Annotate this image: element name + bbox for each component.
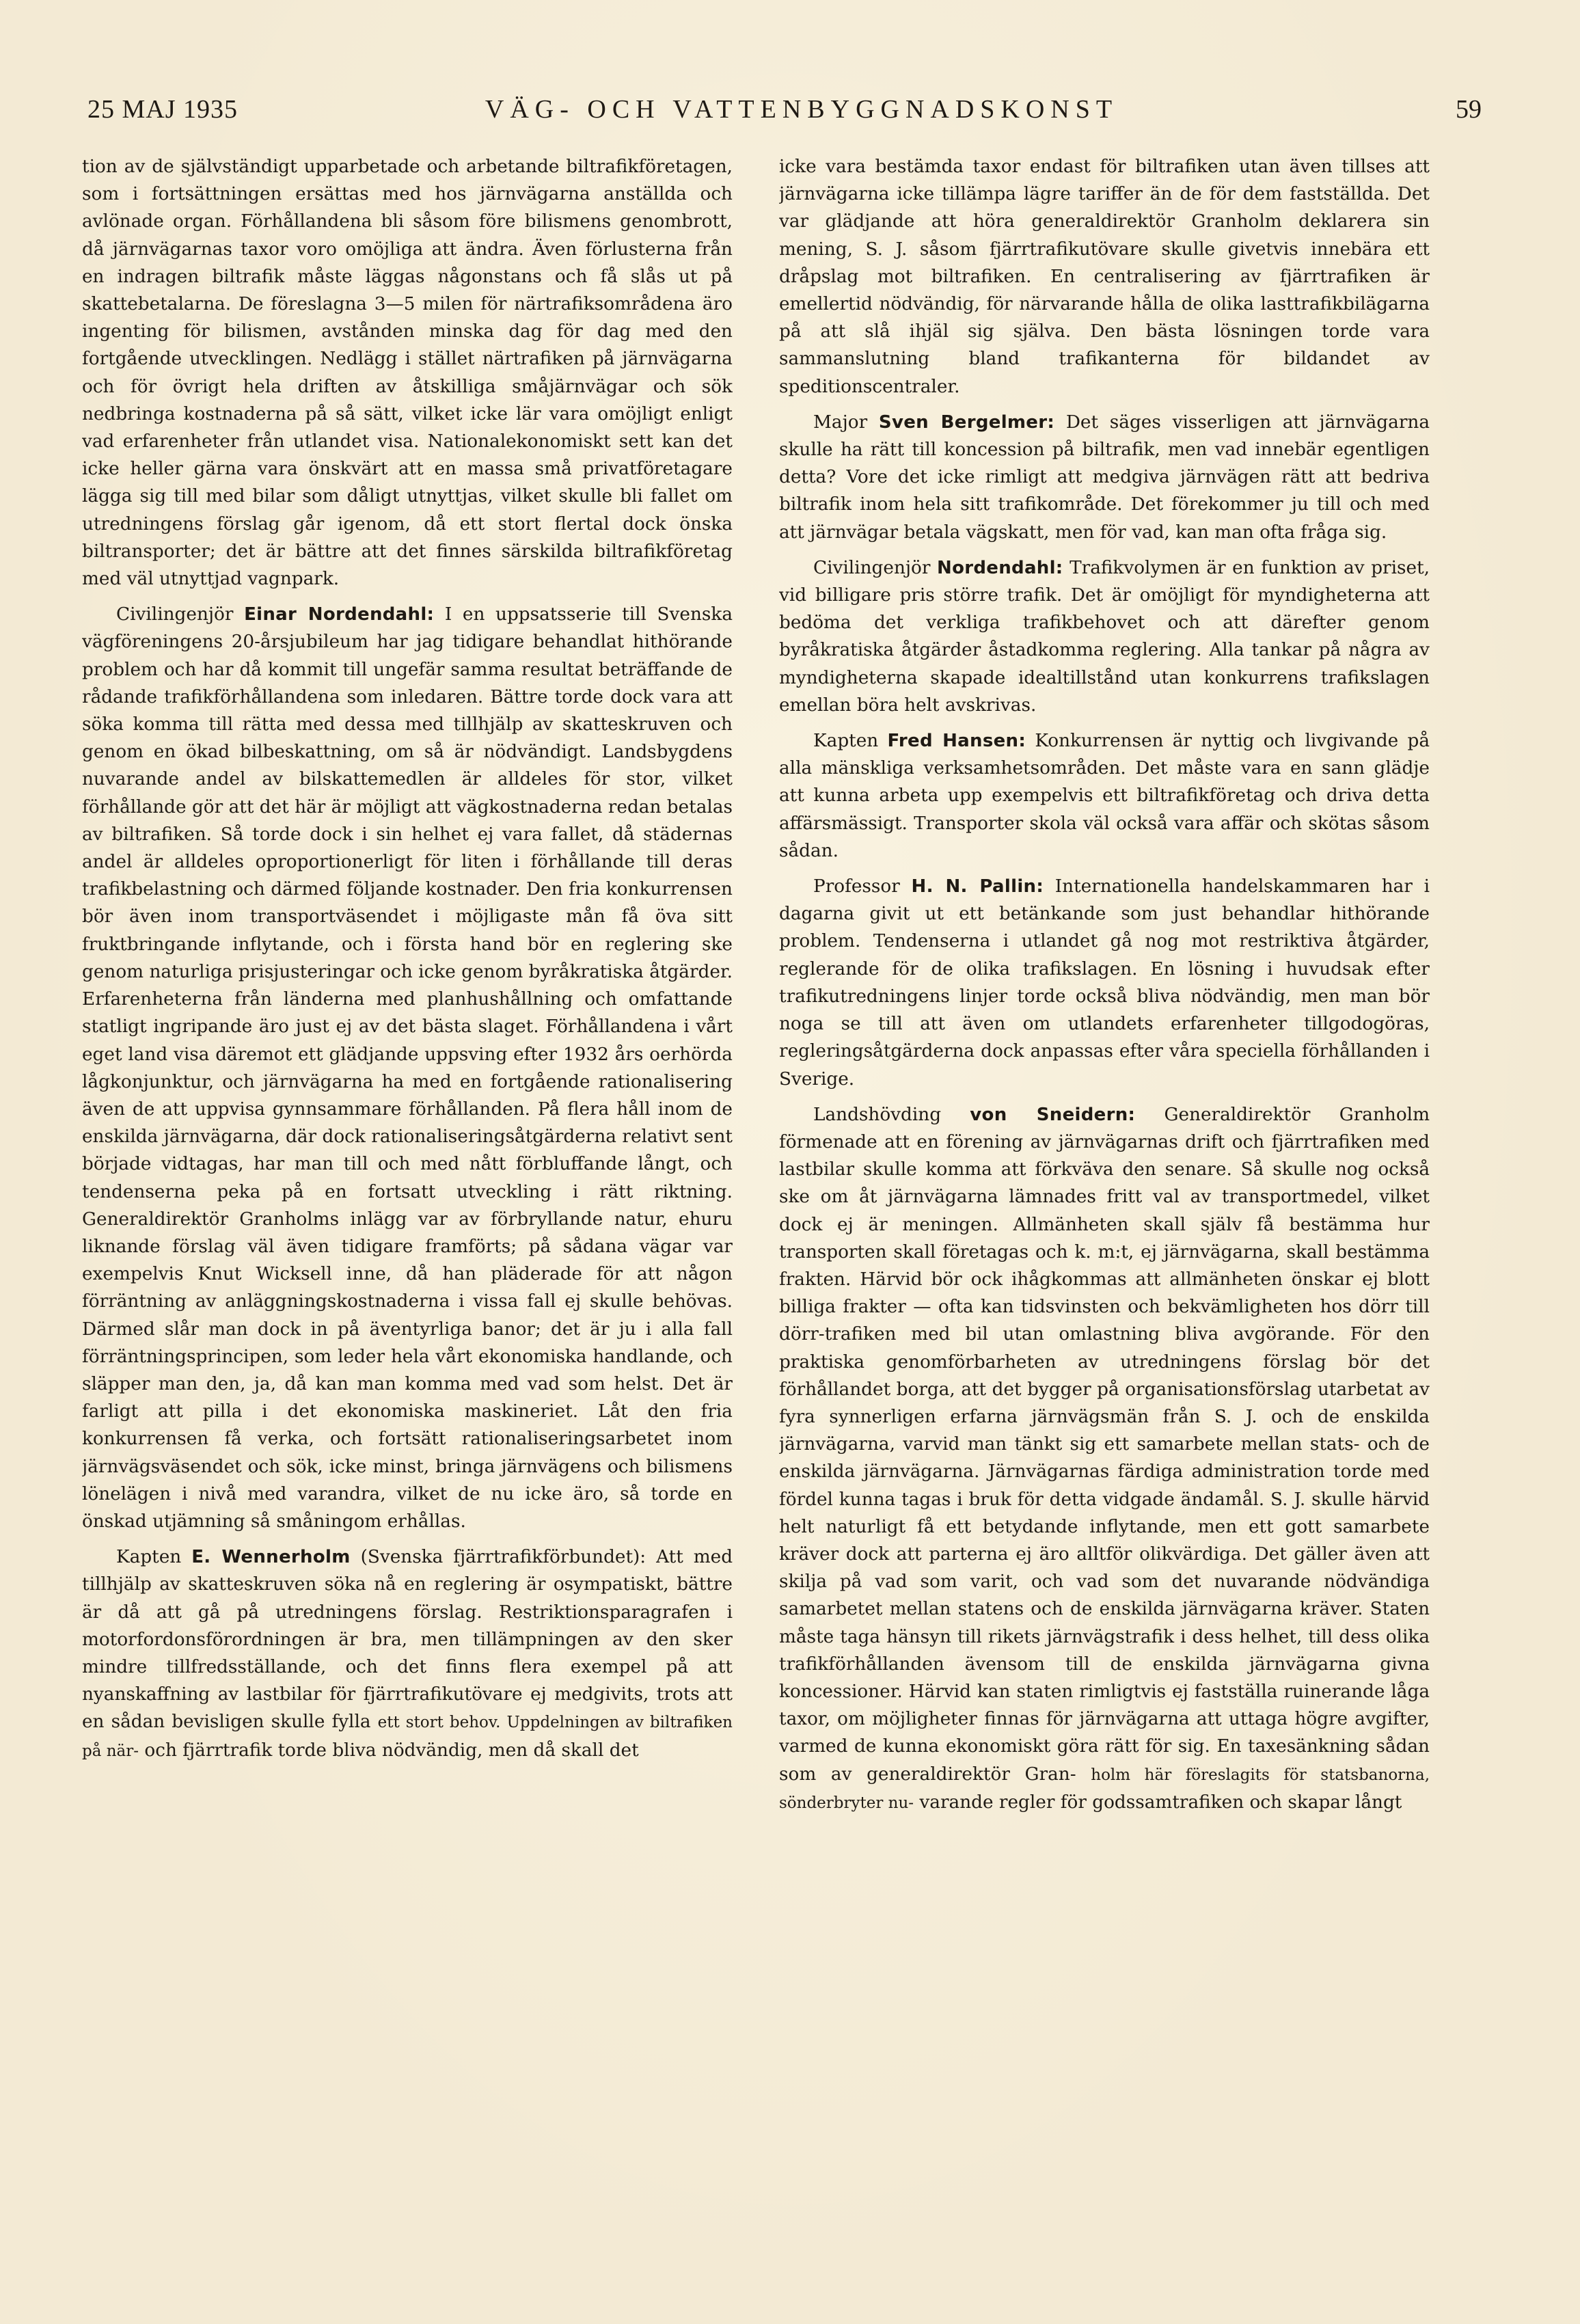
paragraph: [82, 1543, 733, 1765]
speaker-title: Kapten: [813, 731, 879, 752]
speaker-name: Fred Hansen:: [887, 731, 1026, 752]
paragraph-text: icke vara bestämda taxor endast för biltrafiken utan även tillses att järnvägarna icke tillämpa lägre tariffer än de för dem fastställda. Det var glädjande att höra generaldirektör Granholm deklarera sin mening, S. J. såsom fjärrtrafikutövare skulle givetvis innebära ett dråpslag mot biltrafiken. En centralisering av fjärrtrafiken är emellertid nödvändig, för närvarande hålla de olika lasttrafikbilägarna på att slå ihjäl sig själva. Den bästa lösningen torde vara sammanslutning bland trafikanterna för bildandet av speditionscentraler.: [779, 157, 1430, 397]
paragraph: [779, 873, 1430, 1093]
journal-title: VÄG- OCH VATTENBYGGNADSKONST: [485, 95, 1119, 124]
paragraph: [779, 409, 1430, 546]
speaker-name: von Sneidern:: [970, 1104, 1136, 1125]
paragraph-text: I en uppsatsserie till Svenska vägföreningens 20-årsjubileum har jag tidigare behandlat hithörande problem och har då kommit till ungefär samma resultat beträffande de rådande trafikförhållandena som inledaren. Bättre torde dock vara att söka komma till rätta med dessa med tillhjälp av skatteskruven och genom en ökad bilbeskattning, om så är nödvändigt. Landsbygdens nuvarande andel av bilskattemedlen är alldeles för stor, vilket förhållande gör att det här är möjligt att vägkostnaderna redan betalas av biltrafiken. Så torde dock i sin helhet ej vara fallet, då städernas andel är alldeles oproportionerligt för liten i förhållande till deras trafikbelastning och därmed följande kostnader. Den fria konkurrensen bör även inom transportväsendet i möjligaste mån få öva sitt fruktbringande inflytande, och i första hand bör en reglering ske genom naturliga prisjusteringar och icke genom byråkratiska åtgärder. Erfarenheterna från länderna med planhushållning och omfattande statligt ingripande äro just ej av det bästa slaget. Förhållandena i vårt eget land visa däremot ett glädjande uppsving efter 1932 års oerhörda lågkonjunktur, och järnvägarna ha med en fortgående rationalisering även de att uppvisa gynnsammare förhållanden. På flera håll inom de enskilda järnvägarna, där dock rationaliseringsåtgärderna relativt sent började vidtagas, har man till och med nått förbluffande långt, och tendenserna peka på en fortsatt utveckling i rätt riktning. Generaldirektör Granholms inlägg var av förbryllande natur, ehuru liknande förslag väl även tidigare framförts; på sådana vägar var exempelvis Knut Wicksell inne, då han pläderade för att någon förräntning av anläggningskostnaderna i vissa fall ej skulle behövas. Därmed slår man dock in på äventyrliga banor; det är ju i alla fall förräntningsprincipen, som leder hela vårt ekonomiska handlande, och släpper man den, ja, då kan man komma med vad som helst. Det är farligt att pilla i det ekonomiska maskineriet. Låt den fria konkurrensen få verka, och fortsätt rationaliseringsarbetet inom järnvägsväsendet och sök, icke minst, bringa järnvägens och bilismens lönelägen i nivå med varandra, vilket de nu icke äro, så torde en önskad utjämning så småningom erhållas.: [82, 604, 733, 1532]
right-column: [779, 153, 1430, 2258]
paragraph-text: ett stort behov. Uppdelningen av biltrafiken på när-: [82, 1714, 733, 1760]
speaker-title: Civilingenjör: [116, 604, 234, 625]
left-column: [82, 153, 733, 2258]
paragraph: [779, 1101, 1430, 1817]
speaker-name: Sven Bergelmer:: [878, 411, 1055, 433]
running-header: [87, 94, 1482, 135]
paragraph: [779, 554, 1430, 719]
paragraph-text: Generaldirektör Granholm förmenade att en förening av järnvägarnas drift och fjärrtrafiken med lastbilar skulle komma att förkväva den senare. Så skulle nog också ske om åt järnvägarna lämnades fritt val av transportmedel, vilket dock ej är meningen. Allmänheten skall själv få bestämma hur transporten skall företagas och k. m:t, ej järnvägarna, skall bestämma frakten. Härvid bör ock ihågkommas att allmänheten önskar ej blott billiga frakter — ofta kan tidsvinsten och bekvämligheten hos dörr till dörr-trafiken med bil utan omlastning bliva avgörande. För den praktiska genomförbarheten av utredningens förslag bör det förhållandet borga, att det bygger på organisationsförslag utarbetat av fyra synnerligen erfarna järnvägsmän från S. J. och de enskilda järnvägarna, varvid man tänkt sig ett samarbete mellan stats- och de enskilda järnvägarna. Järnvägarnas färdiga administration torde med fördel kunna tagas i bruk för detta vidgade ändamål. S. J. skulle härvid helt naturligt få ett betydande inflytande, men ett gott samarbete kräver dock att parterna ej äro alltför olikvärdiga. Det gäller även att skilja på vad som varit, och vad som det nuvarande nödvändiga samarbetet mellan statens och de enskilda järnvägarna kräver. Staten måste taga hänsyn till rikets järnvägstrafik i dess helhet, till dess olika trafikförhållanden ävensom till de enskilda järnvägarna givna koncessioner. Härvid kan staten rimligtvis ej fastställa ruinerande låga taxor, om möjligheter finnas för järnvägarna att uttaga högre avgifter, varmed de kunna ekonomiskt göra rätt för sig. En taxesänkning sådan som av generaldirektör Gran-: [779, 1104, 1430, 1785]
paragraph: [779, 727, 1430, 865]
speaker-name: H. N. Pallin:: [911, 876, 1044, 897]
paragraph-text: och fjärrtrafik torde bliva nödvändig, men då skall det: [144, 1740, 639, 1761]
speaker-title: Professor: [813, 876, 900, 897]
speaker-title: Civilingenjör: [813, 557, 931, 578]
paragraph: [82, 153, 733, 593]
speaker-name: Einar Nordendahl:: [244, 604, 435, 625]
paragraph-text: (Svenska fjärrtrafikförbundet): Att med tillhjälp av skatteskruven söka nå en reglering är osympatiskt, bättre är då att gå på utredningens förslag. Restriktionsparagrafen i motorfordonsförordningen är bra, men tillämpningen av den sker mindre tillfredsställande, och det finns flera exempel på att nyanskaffning av lastbilar för fjärrtrafikutövare ej medgivits, trots att en sådan bevisligen skulle fylla: [82, 1547, 733, 1733]
speaker-name: Nordendahl:: [937, 557, 1063, 578]
speaker-name: E. Wennerholm: [191, 1547, 351, 1568]
speaker-title: Landshövding: [813, 1104, 942, 1125]
speaker-title: Kapten: [116, 1547, 182, 1568]
paragraph-text: Trafikvolymen är en funktion av priset, vid billigare pris större trafik. Det är omöjligt för myndigheterna att bedöma det verkliga trafikbehovet och att därefter genom byråkratiska åtgärder åstadkomma reglering. Alla tankar på några av myndigheterna skapade idealtillstånd utan konkurrens trafikslagen emellan böra helt avskrivas.: [779, 557, 1430, 716]
speaker-title: Major: [813, 411, 868, 433]
paragraph-text: Konkurrensen är nyttig och livgivande på alla mänskliga verksamhetsområden. Det måste vara en sann glädje att kunna arbeta upp exempelvis ett biltrafikföretag och driva detta affärsmässigt. Transporter skola väl också vara affär och skötas såsom sådan.: [779, 731, 1430, 861]
paragraph: [82, 601, 733, 1535]
paragraph-text: Det säges visserligen att järnvägarna skulle ha rätt till koncession på biltrafik, men vad innebär egentligen detta? Vore det icke rimligt att medgiva järnvägen rätt att bedriva biltrafik inom hela sitt trafikområde. Det förekommer ju till och med att järnvägar betala vägskatt, men för vad, kan man ofta fråga sig.: [779, 411, 1430, 543]
page-number: 59: [1456, 95, 1482, 124]
paragraph-text: tion av de självständigt upparbetade och arbetande biltrafikföretagen, som i fortsättningen ersättas med hos järnvägarna anställda och avlönade organ. Förhållandena bli såsom före bilismens genombrott, då järnvägarnas taxor voro omöjliga att ändra. Även förlusterna från en indragen biltrafik måste läggas någonstans och få slås ut på skattebetalarna. De föreslagna 3—5 milen för närtrafiksområdena äro ingenting för bilismen, avstånden minska dag för dag med den fortgående utvecklingen. Nedlägg i stället närtrafiken på järnvägarna och för övrigt hela driften av åtskilliga småjärnvägar och sök nedbringa kostnaderna på så sätt, vilket icke lär vara omöjligt enligt vad erfarenheter från utlandet visa. Nationalekonomiskt sett kan det icke heller gärna vara önskvärt att en massa små privatföretagare lägga sig till med bilar som dåligt utnyttjas, vilket skulle bli fallet om utredningens förslag går igenom, då ett stort flertal dock önska biltransporter; det är bättre att det finnes särskilda biltrafikföretag med väl utnyttjad vagnpark.: [82, 157, 733, 590]
issue-date: 25 MAJ 1935: [87, 95, 239, 124]
paragraph-text: varande regler för godssamtrafiken och skapar långt: [919, 1792, 1402, 1813]
paragraph: [779, 153, 1430, 401]
paragraph-text: holm här föreslagits för statsbanorna, sönderbryter nu-: [779, 1766, 1430, 1812]
paragraph-text: Internationella handelskammaren har i dagarna givit ut ett betänkande som just behandlar hithörande problem. Tendenserna i utlandet gå nog mot restriktiva åtgärder, reglerande för de olika trafikslagen. En lösning i huvudsak efter trafikutredningens linjer torde också bliva nödvändig, men man bör noga se till att även om utlandets erfarenheter tillgodogöras, regleringsåtgärderna dock anpassas efter våra speciella förhållanden i Sverige.: [779, 876, 1430, 1090]
